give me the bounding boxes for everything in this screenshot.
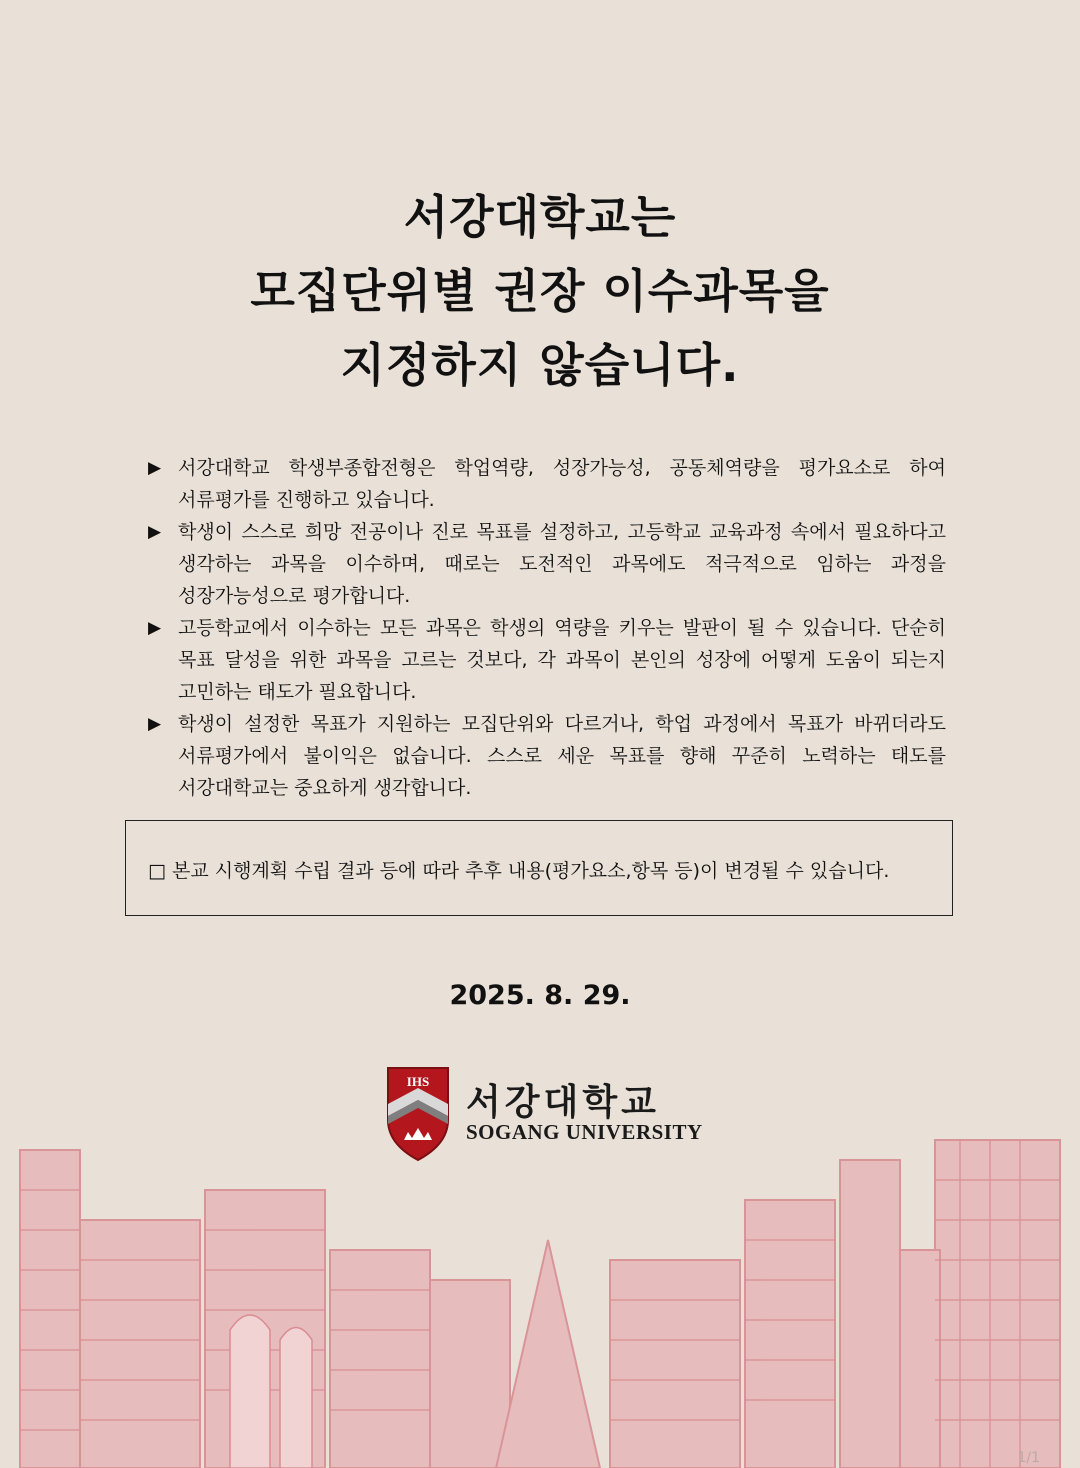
triangle-right-icon: ▶: [148, 458, 162, 478]
bullet-list: [146, 452, 946, 804]
notice-text: □ 본교 시행계획 수립 결과 등에 따라 추후 내용(평가요소,항목 등)이 변경될 수 있습니다.: [148, 860, 890, 882]
triangle-right-icon: ▶: [148, 714, 162, 734]
notice-box: [125, 820, 953, 916]
triangle-right-icon: ▶: [148, 522, 162, 542]
page-number: 1/1: [1017, 1450, 1040, 1466]
bullet-text: 고등학교에서 이수하는 모든 과목은 학생의 역량을 키우는 발판이 될 수 있습니다. 단순히 목표 달성을 위한 과목을 고르는 것보다, 각 과목이 본인의 성장에 어떻게 도움이 되는지 고민하는 태도가 필요합니다.: [178, 617, 946, 703]
university-name-ko: 서강대학교: [466, 1081, 660, 1123]
title-line-2: 모집단위별 권장 이수과목을: [250, 264, 830, 318]
bullet-item: [146, 452, 946, 516]
campus-skyline-illustration: [0, 1130, 1080, 1468]
bullet-item: [146, 708, 946, 804]
triangle-right-icon: ▶: [148, 618, 162, 638]
title-line-3: 지정하지 않습니다.: [340, 338, 740, 392]
bullet-item: [146, 516, 946, 612]
document-date: 2025. 8. 29.: [449, 980, 631, 1011]
university-name-en: SOGANG UNIVERSITY: [466, 1120, 703, 1144]
emblem-text: IHS: [406, 1074, 430, 1089]
bullet-text: 학생이 스스로 희망 전공이나 진로 목표를 설정하고, 고등학교 교육과정 속에서 필요하다고 생각하는 과목을 이수하며, 때로는 도전적인 과목에도 적극적으로 임하는 과정을 성장가능성으로 평가합니다.: [178, 521, 946, 607]
bullet-text: 서강대학교 학생부종합전형은 학업역량, 성장가능성, 공동체역량을 평가요소로 하여 서류평가를 진행하고 있습니다.: [178, 457, 946, 511]
bullet-item: [146, 612, 946, 708]
page-title: [0, 180, 1080, 402]
title-line-1: 서강대학교는: [403, 190, 677, 244]
bullet-text: 학생이 설정한 목표가 지원하는 모집단위와 다르거나, 학업 과정에서 목표가 바뀌더라도 서류평가에서 불이익은 없습니다. 스스로 세운 목표를 향해 꾸준히 노력하는 태도를 서강대학교는 중요하게 생각합니다.: [178, 713, 946, 799]
